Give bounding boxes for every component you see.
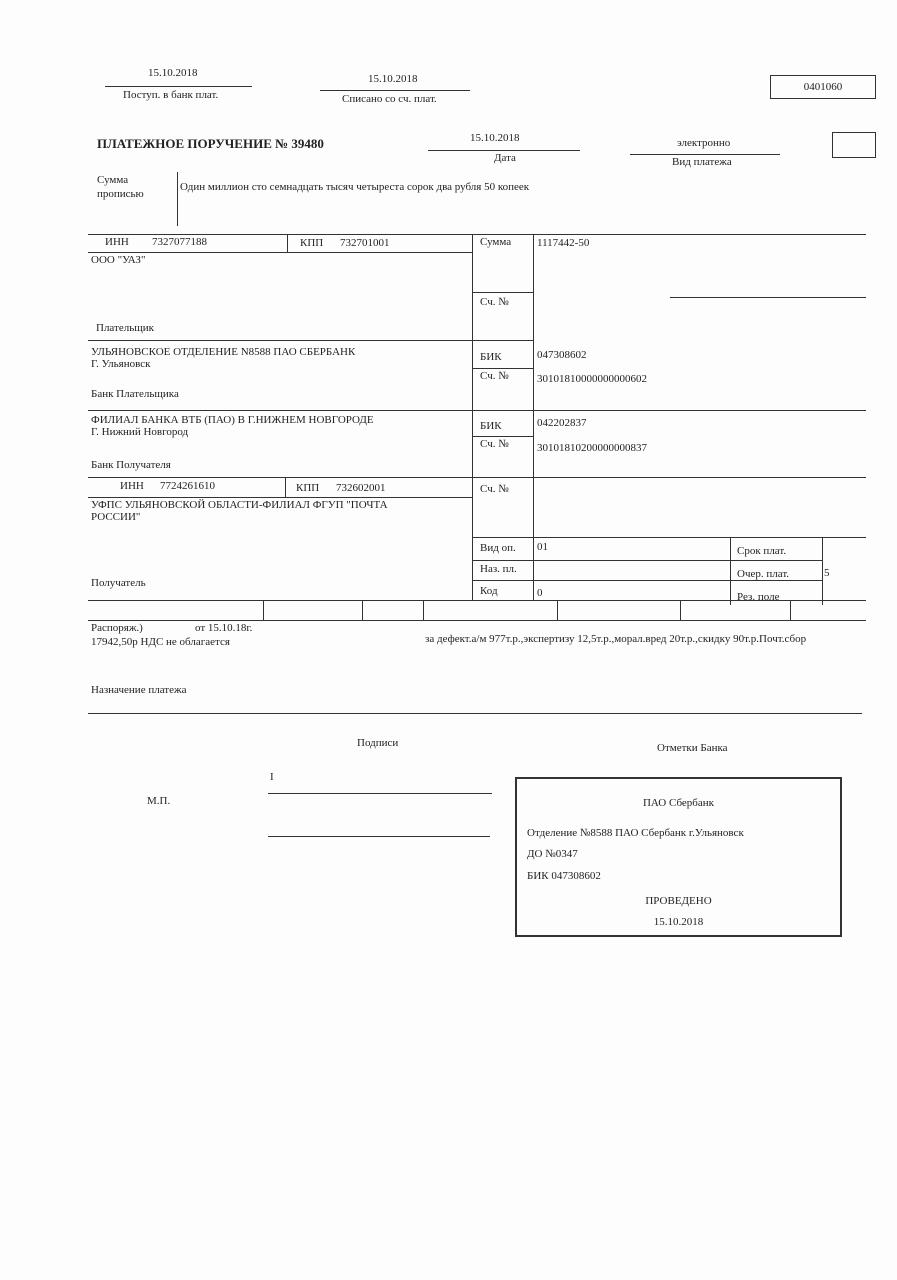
- label-debited: Списано со сч. плат.: [342, 93, 437, 105]
- purpose-text: Распоряж.): [91, 622, 143, 634]
- divider: [670, 297, 866, 298]
- payer-account-label: Сч. №: [480, 296, 509, 308]
- payment-type: электронно: [677, 137, 731, 149]
- inn-label: ИНН: [120, 480, 144, 492]
- divider: [472, 292, 533, 293]
- divider: [88, 620, 866, 621]
- payer-inn: 7327077188: [152, 236, 207, 248]
- divider: [472, 560, 822, 561]
- divider: [423, 600, 424, 620]
- payer-bank-city: Г. Ульяновск: [91, 358, 151, 370]
- purpose-label: Назначение платежа: [91, 684, 187, 696]
- divider: [630, 154, 780, 155]
- payee-bank-name: ФИЛИАЛ БАНКА ВТБ (ПАО) В Г.НИЖНЕМ НОВГОРОДЕ: [91, 414, 374, 426]
- payee-inn: 7724261610: [160, 480, 215, 492]
- signature-line: [268, 836, 490, 837]
- divider: [472, 234, 473, 600]
- divider: [472, 436, 533, 437]
- date-debited: 15.10.2018: [368, 73, 418, 85]
- amount-words-label: Сумма: [97, 174, 129, 186]
- divider: [822, 537, 823, 605]
- payer-label: Плательщик: [96, 322, 154, 334]
- divider: [88, 252, 472, 253]
- divider: [557, 600, 558, 620]
- divider: [263, 600, 264, 620]
- ocher-value: 5: [824, 567, 830, 579]
- divider: [533, 234, 534, 600]
- document-title: ПЛАТЕЖНОЕ ПОРУЧЕНИЕ № 39480: [97, 136, 324, 151]
- divider: [88, 340, 533, 341]
- stamp-branch: Отделение №8588 ПАО Сбербанк г.Ульяновск: [527, 827, 744, 839]
- payee-bank-label: Банк Получателя: [91, 459, 171, 471]
- empty-box: [832, 132, 876, 158]
- divider: [177, 172, 178, 226]
- stamp-status: ПРОВЕДЕНО: [645, 895, 712, 907]
- inn-label: ИНН: [105, 236, 129, 248]
- stamp-office: ДО №0347: [527, 848, 578, 860]
- account-label: Сч. №: [480, 438, 509, 450]
- payer-name: ООО "УАЗ": [91, 254, 146, 266]
- ocher-label: Очер. плат.: [737, 568, 790, 580]
- divider: [287, 234, 288, 252]
- kpp-label: КПП: [296, 482, 320, 494]
- signatures-label: Подписи: [357, 737, 399, 749]
- divider: [790, 600, 791, 620]
- purpose-text: 17942,50р НДС не облагается: [91, 636, 230, 648]
- divider: [428, 150, 580, 151]
- divider: [472, 537, 866, 538]
- divider: [105, 86, 252, 87]
- date-received: 15.10.2018: [148, 67, 198, 79]
- payee-bank-account: 30101810200000000837: [537, 442, 647, 454]
- divider: [320, 90, 470, 91]
- payment-type-label: Вид платежа: [672, 156, 732, 168]
- divider: [88, 410, 866, 411]
- payee-label: Получатель: [91, 577, 146, 589]
- divider: [362, 600, 363, 620]
- payee-name: УФПС УЛЬЯНОВСКОЙ ОБЛАСТИ-ФИЛИАЛ ФГУП "ПОЧТА: [91, 499, 388, 511]
- stamp-date: 15.10.2018: [653, 916, 704, 928]
- bank-marks-label: Отметки Банка: [657, 742, 728, 754]
- divider: [680, 600, 681, 620]
- bik-label: БИК: [480, 420, 502, 432]
- srok-label: Срок плат.: [737, 545, 787, 557]
- document-date: 15.10.2018: [470, 132, 520, 144]
- payee-bank-city: Г. Нижний Новгород: [91, 426, 189, 438]
- payee-account-label: Сч. №: [480, 483, 509, 495]
- divider: [88, 713, 862, 714]
- vid-op-label: Вид оп.: [480, 542, 516, 554]
- signature-line: [268, 793, 492, 794]
- payee-bank-bik: 042202837: [537, 417, 587, 429]
- account-label: Сч. №: [480, 370, 509, 382]
- stamp-bik: БИК 047308602: [527, 870, 601, 882]
- amount-label: Сумма: [480, 236, 512, 248]
- payer-kpp: 732701001: [340, 237, 390, 249]
- divider: [730, 537, 731, 605]
- payer-bank-account: 30101810000000000602: [537, 373, 647, 385]
- purpose-text: за дефект.а/м 977т.р.,экспертизу 12,5т.р.,морал.вред 20т.р.,скидку 90т.р.Почт.сбор: [425, 633, 807, 645]
- stamp-bank: ПАО Сбербанк: [642, 797, 715, 809]
- divider: [88, 234, 866, 235]
- payee-name: РОССИИ": [91, 511, 141, 523]
- payer-bank-name: УЛЬЯНОВСКОЕ ОТДЕЛЕНИЕ N8588 ПАО СБЕРБАНК: [91, 346, 356, 358]
- date-label: Дата: [494, 152, 516, 164]
- signature-mark: I: [270, 771, 274, 783]
- divider: [88, 497, 472, 498]
- stamp-place-label: М.П.: [147, 795, 171, 807]
- bik-label: БИК: [480, 351, 502, 363]
- label-received: Поступ. в банк плат.: [123, 89, 219, 101]
- divider: [472, 368, 533, 369]
- kod-value: 0: [537, 587, 543, 599]
- divider: [88, 477, 866, 478]
- kod-label: Код: [480, 585, 498, 597]
- payer-bank-label: Банк Плательщика: [91, 388, 179, 400]
- amount-words-label: прописью: [97, 188, 144, 200]
- divider: [285, 477, 286, 497]
- rez-label: Рез. поле: [737, 591, 780, 603]
- kpp-label: КПП: [300, 237, 324, 249]
- payee-kpp: 732602001: [336, 482, 386, 494]
- bank-stamp: [515, 777, 842, 937]
- payer-bank-bik: 047308602: [537, 349, 587, 361]
- purpose-text: от 15.10.18г.: [195, 622, 253, 634]
- form-code: 0401060: [770, 75, 876, 99]
- naz-pl-label: Наз. пл.: [480, 563, 517, 575]
- amount-value: 1117442-50: [537, 237, 590, 249]
- vid-op-value: 01: [537, 541, 548, 553]
- amount-words: Один миллион сто семнадцать тысяч четыреста сорок два рубля 50 копеек: [180, 181, 530, 193]
